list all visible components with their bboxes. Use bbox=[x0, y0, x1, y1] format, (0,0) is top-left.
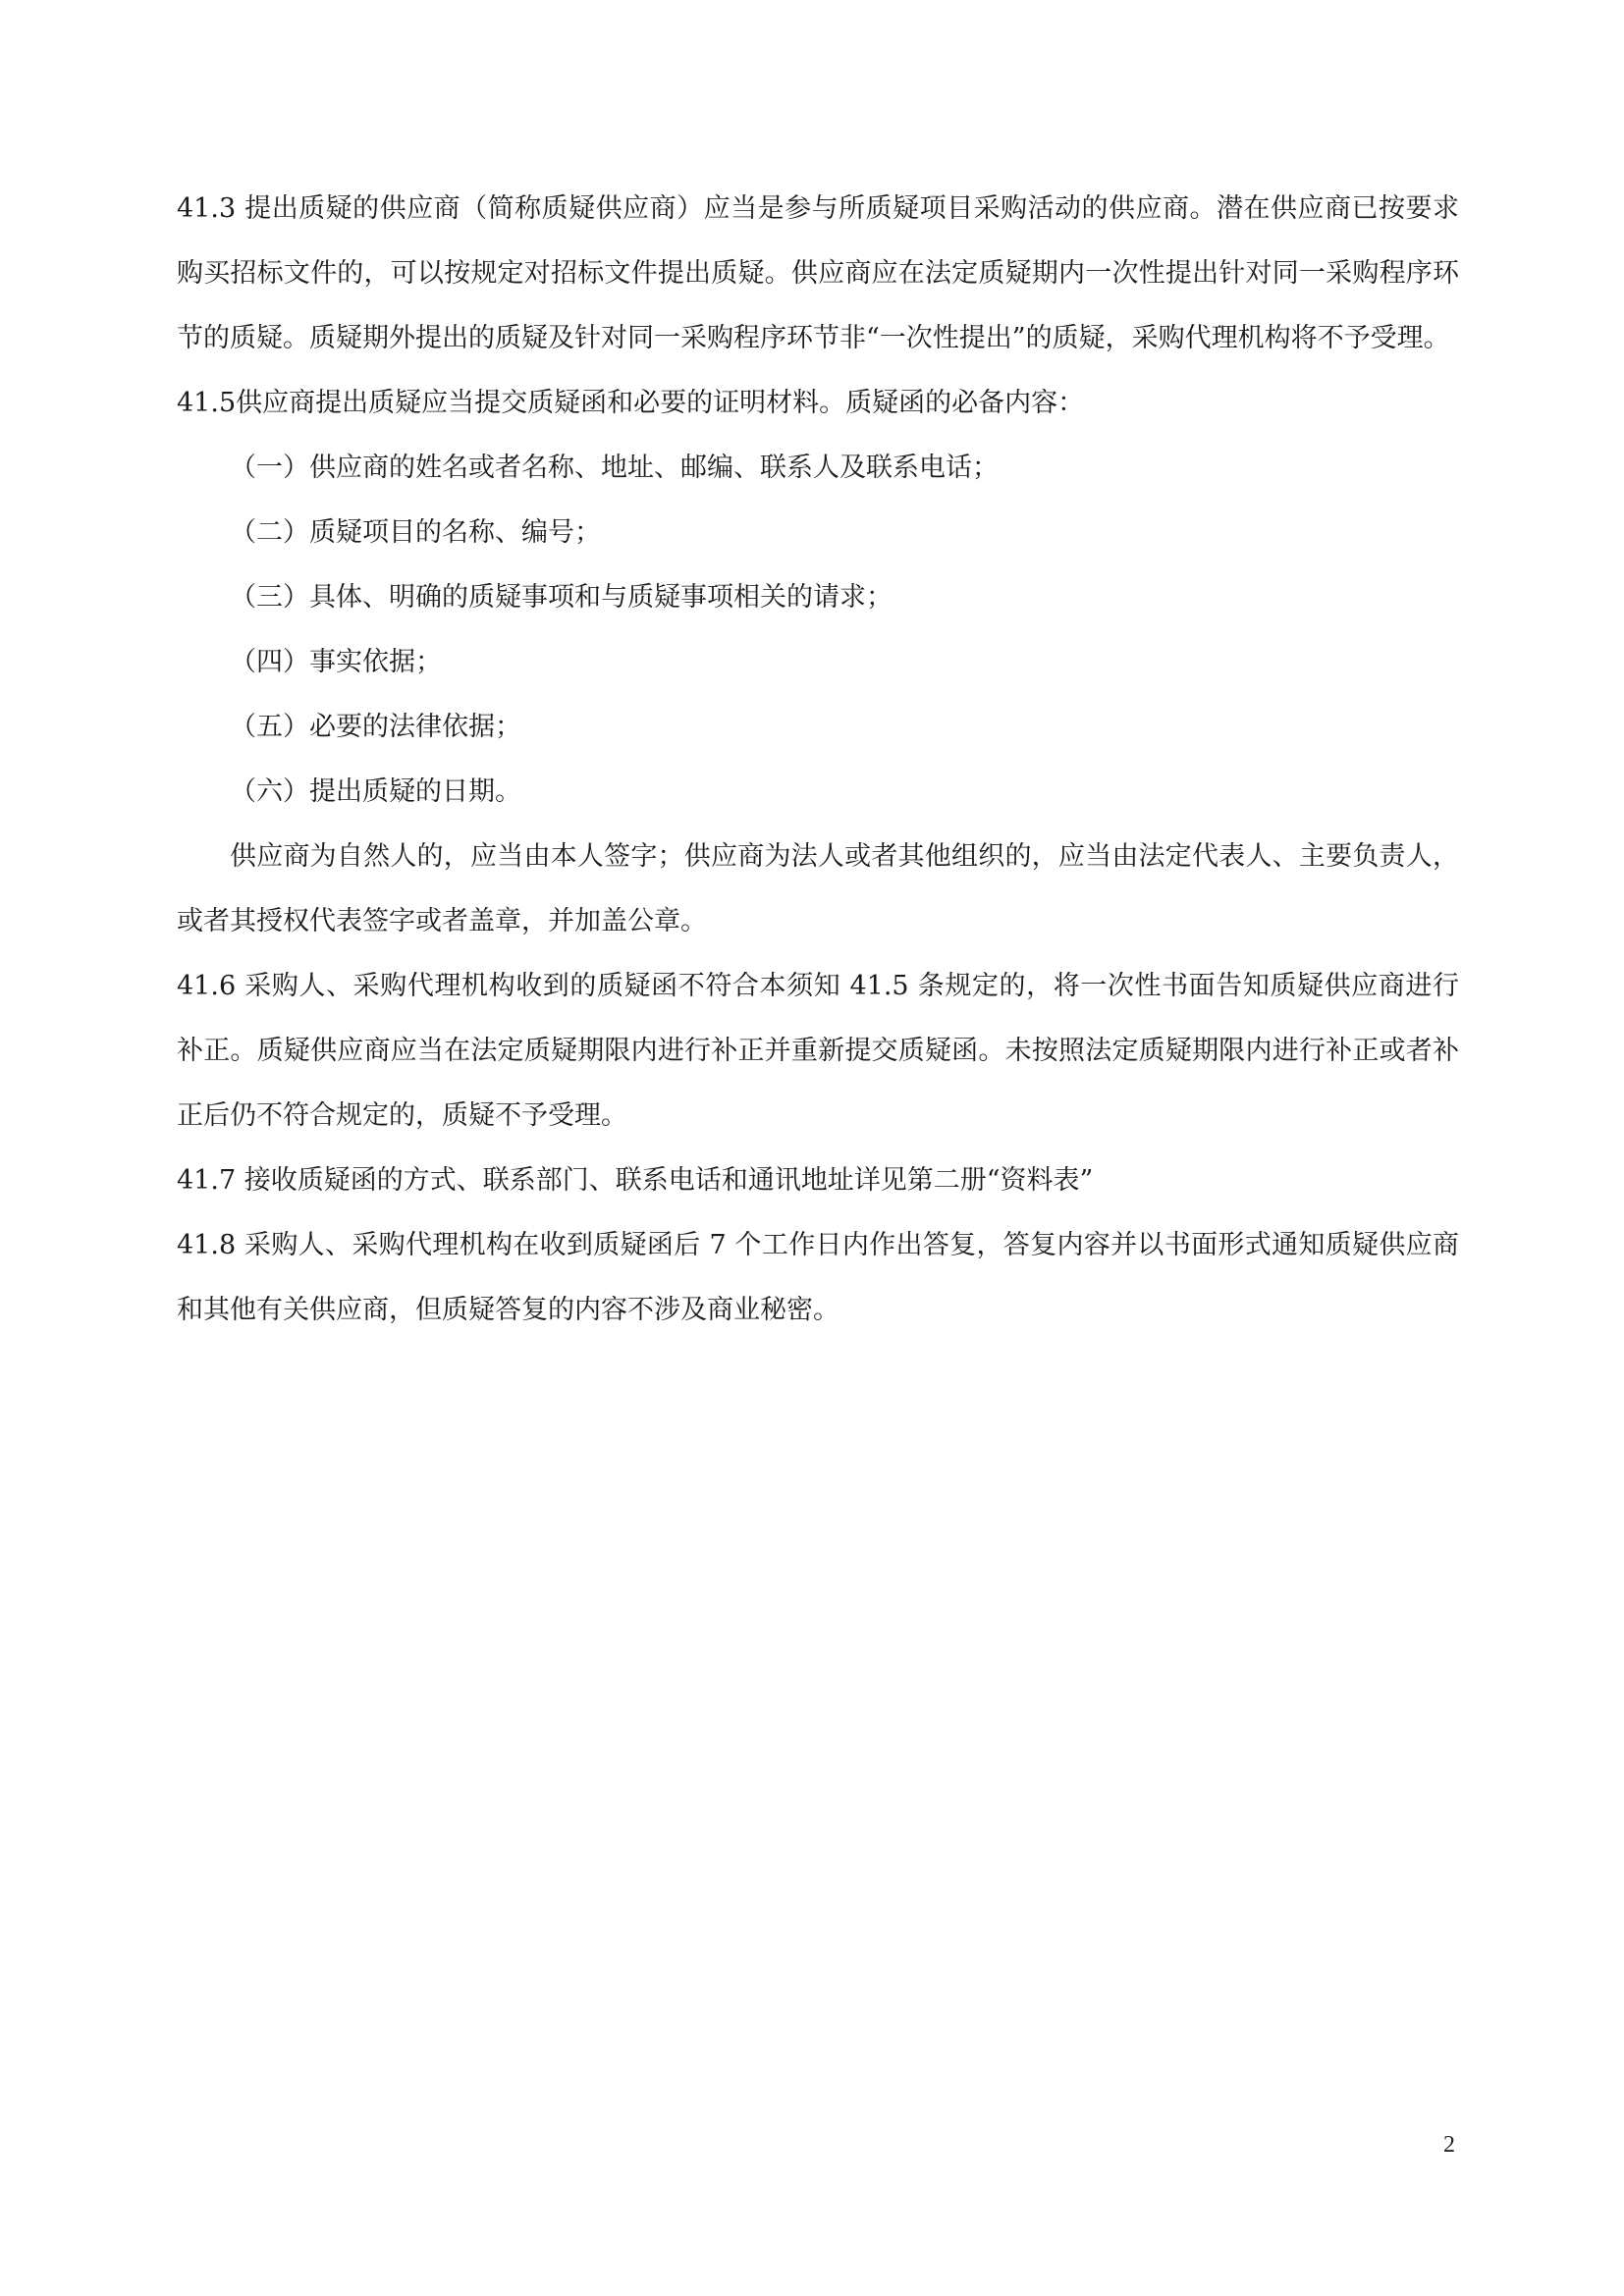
list-item: （二）质疑项目的名称、编号； bbox=[230, 517, 601, 548]
clause-41-3: 41.3 提出质疑的供应商（简称质疑供应商）应当是参与所质疑项目采购活动的供应商。潜在供应商已按要求购买招标文件的，可以按规定对招标文件提出质疑。供应商应在法定质疑期内一次性提出针对同一采购程序环节的质疑。质疑期外提出的质疑及针对同一采购程序环节非“一次性提出”的质疑，采购代理机构将不予受理。 bbox=[177, 193, 1459, 353]
clause-41-6: 41.6 采购人、采购代理机构收到的质疑函不符合本须知 41.5 条规定的，将一次性书面告知质疑供应商进行补正。质疑供应商应当在法定质疑期限内进行补正并重新提交质疑函。未按照法定质疑期限内进行补正或者补正后仍不符合规定的，质疑不予受理。 bbox=[177, 971, 1459, 1131]
document-body bbox=[177, 177, 1459, 1343]
clause-41-8: 41.8 采购人、采购代理机构在收到质疑函后 7 个工作日内作出答复，答复内容并以书面形式通知质疑供应商和其他有关供应商，但质疑答复的内容不涉及商业秘密。 bbox=[177, 1230, 1459, 1325]
list-item: （一）供应商的姓名或者名称、地址、邮编、联系人及联系电话； bbox=[230, 453, 999, 483]
signature-requirement-paragraph: 供应商为自然人的，应当由本人签字；供应商为法人或者其他组织的，应当由法定代表人、主要负责人，或者其授权代表签字或者盖章，并加盖公章。 bbox=[177, 841, 1459, 936]
list-item: （三）具体、明确的质疑事项和与质疑事项相关的请求； bbox=[230, 582, 893, 613]
list-item: （五）必要的法律依据； bbox=[230, 712, 521, 742]
list-item: （六）提出质疑的日期。 bbox=[230, 776, 521, 807]
list-item: （四）事实依据； bbox=[230, 647, 442, 677]
page-number: 2 bbox=[1443, 2132, 1455, 2158]
clause-41-7: 41.7 接收质疑函的方式、联系部门、联系电话和通讯地址详见第二册“资料表” bbox=[177, 1165, 1094, 1196]
clause-41-5: 41.5供应商提出质疑应当提交质疑函和必要的证明材料。质疑函的必备内容： bbox=[177, 388, 1085, 418]
